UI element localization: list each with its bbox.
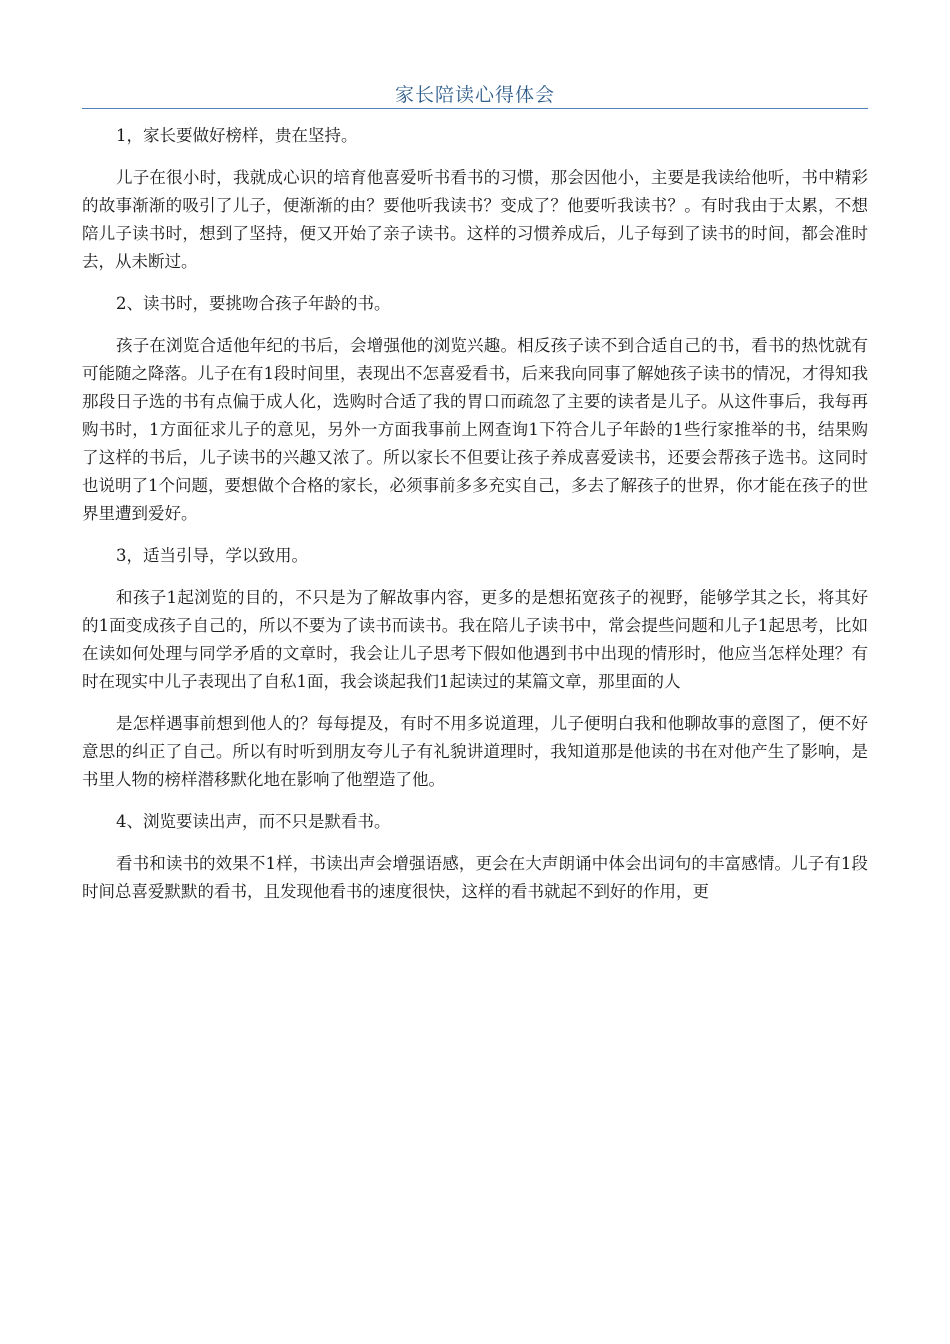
section-paragraph: 看书和读书的效果不1样，书读出声会增强语感，更会在大声朗诵中体会出词句的丰富感情。儿子有1段时间总喜爱默默的看书，且发现他看书的速度很快，这样的看书就起不到好的作用，更	[82, 854, 868, 901]
section-paragraph: 孩子在浏览合适他年纪的书后，会增强他的浏览兴趣。相反孩子读不到合适自己的书，看书的热忱就有可能随之降落。儿子在有1段时间里，表现出不怎喜爱看书，后来我向同事了解她孩子读书的情况，才得知我那段日子选的书有点偏于成人化，选购时合适了我的胃口而疏忽了主要的读者是儿子。从这件事后，我每再购书时，1方面征求儿子的意见，另外一方面我事前上网查询1下符合儿子年龄的1些行家推举的书，结果购了这样的书后，儿子读书的兴趣又浓了。所以家长不但要让孩子养成喜爱读书，还要会帮孩子选书。这同时也说明了1个问题，要想做个合格的家长，必须事前多多充实自己，多去了解孩子的世界，你才能在孩子的世界里遭到爱好。	[82, 336, 868, 523]
section-heading: 2、读书时，要挑吻合孩子年龄的书。	[116, 294, 391, 313]
document-title: 家长陪读心得体会	[394, 84, 555, 106]
document-body	[82, 122, 868, 920]
section-heading: 4、浏览要读出声，而不只是默看书。	[116, 812, 391, 831]
title-underline	[82, 108, 868, 109]
section-paragraph: 是怎样遇事前想到他人的？每每提及，有时不用多说道理，儿子便明白我和他聊故事的意图了，便不好意思的纠正了自己。所以有时听到朋友夸儿子有礼貌讲道理时，我知道那是他读的书在对他产生了影响，是书里人物的榜样潜移默化地在影响了他塑造了他。	[82, 714, 868, 789]
section-heading: 1，家长要做好榜样，贵在坚持。	[116, 126, 358, 145]
section-heading: 3，适当引导，学以致用。	[116, 546, 308, 565]
section-paragraph: 儿子在很小时，我就成心识的培育他喜爱听书看书的习惯，那会因他小，主要是我读给他听，书中精彩的故事渐渐的吸引了儿子，便渐渐的由？要他听我读书？变成了？他要听我读书？。有时我由于太累，不想陪儿子读书时，想到了坚持，便又开始了亲子读书。这样的习惯养成后，儿子每到了读书的时间，都会准时去，从未断过。	[82, 168, 868, 271]
section-paragraph: 和孩子1起浏览的目的，不只是为了解故事内容，更多的是想拓宽孩子的视野，能够学其之长，将其好的1面变成孩子自己的，所以不要为了读书而读书。我在陪儿子读书中，常会提些问题和儿子1起思考，比如在读如何处理与同学矛盾的文章时，我会让儿子思考下假如他遇到书中出现的情形时，他应当怎样处理？有时在现实中儿子表现出了自私1面，我会谈起我们1起读过的某篇文章，那里面的人	[82, 588, 868, 691]
